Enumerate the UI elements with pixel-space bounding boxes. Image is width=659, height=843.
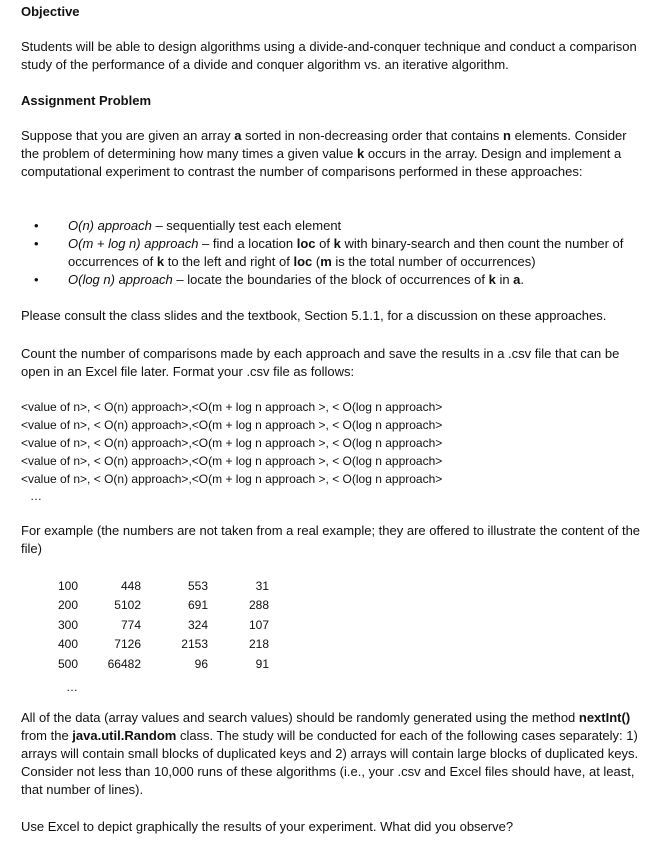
consult-text: Please consult the class slides and the textbook, Section 5.1.1, for a discussion on these approaches. [21,308,607,323]
table-cell: 200 [57,598,78,613]
table-cell: 107 [248,617,269,632]
bullet-dot: • [34,218,39,233]
approach-item-boundaries: • O(log n) approach – locate the boundaries of the block of occurrences of k in a. [34,272,525,287]
table-cell: 5102 [114,598,141,613]
table-cell: 218 [248,637,269,652]
table-cell: 448 [120,578,141,593]
table-cell: 553 [187,578,208,593]
table-row [40,596,269,616]
table-cell: 7126 [114,637,141,652]
format-ellipsis: … [30,489,42,503]
count-instructions: Count the number of comparisons made by each approach and save the results in a .csv file that can be open in an Excel file later. Format your .csv file as follows: [21,346,620,379]
approach-item-linear: • O(n) approach – sequentially test each element [34,218,342,233]
data-generation-text: All of the data (array values and search values) should be randomly generated using the method nextInt() from the java.util.Random class. The study will be conducted for each of the following cases separately: 1) arrays will contain small blocks of duplicated keys and 2) arrays will contain large blocks of duplicated keys. Consider not less than 10,000 runs of these algorithms (i.e., your .csv and Excel files should have, at least, that number of lines). [21,710,639,797]
table-row [40,615,269,635]
format-line: <value of n>, < O(n) approach>,<O(m + log n approach >, < O(log n approach> [21,472,443,486]
table-row [40,576,269,596]
example-table [40,576,269,674]
table-cell: 300 [57,617,78,632]
table-row [40,654,269,674]
objective-text: Students will be able to design algorithms using a divide-and-conquer technique and conduct a comparison study of the performance of a divide and conquer algorithm vs. an iterative algorithm. [21,39,637,72]
format-line: <value of n>, < O(n) approach>,<O(m + log n approach >, < O(log n approach> [21,436,443,450]
table-ellipsis: … [66,680,78,694]
table-cell: 500 [57,656,78,671]
final-question: Use Excel to depict graphically the results of your experiment. What did you observe? [21,819,514,834]
table-cell: 691 [187,598,208,613]
table-cell: 324 [187,617,208,632]
bullet-dot: • [34,272,39,287]
approach-list [30,217,635,289]
assignment-heading: Assignment Problem [21,93,152,108]
format-line: <value of n>, < O(n) approach>,<O(m + log n approach >, < O(log n approach> [21,454,443,468]
approach-item-binary-count: • O(m + log n) approach – find a location loc of k with binary-search and then count the number of occurrences of k to the left and right of loc (m is the total number of occurrences) [34,236,624,269]
table-cell: 66482 [107,656,141,671]
objective-heading: Objective [21,4,80,19]
assignment-intro: Suppose that you are given an array a sorted in non-decreasing order that contains n elements. Consider the problem of determining how many times a given value k occurs in the array. Design and implement a computational experiment to contrast the number of comparisons performed in these approaches: [21,128,627,179]
table-cell: 2153 [181,637,208,652]
example-intro: For example (the numbers are not taken from a real example; they are offered to illustrate the content of the file) [21,523,641,556]
table-row [40,635,269,655]
table-cell: 91 [255,656,269,671]
table-cell: 400 [57,637,78,652]
table-cell: 96 [194,656,208,671]
table-cell: 774 [120,617,141,632]
format-line: <value of n>, < O(n) approach>,<O(m + log n approach >, < O(log n approach> [21,400,443,414]
format-line: <value of n>, < O(n) approach>,<O(m + log n approach >, < O(log n approach> [21,418,443,432]
table-cell: 288 [248,598,269,613]
bullet-dot: • [34,236,39,251]
table-cell: 100 [57,578,78,593]
table-cell: 31 [255,578,269,593]
